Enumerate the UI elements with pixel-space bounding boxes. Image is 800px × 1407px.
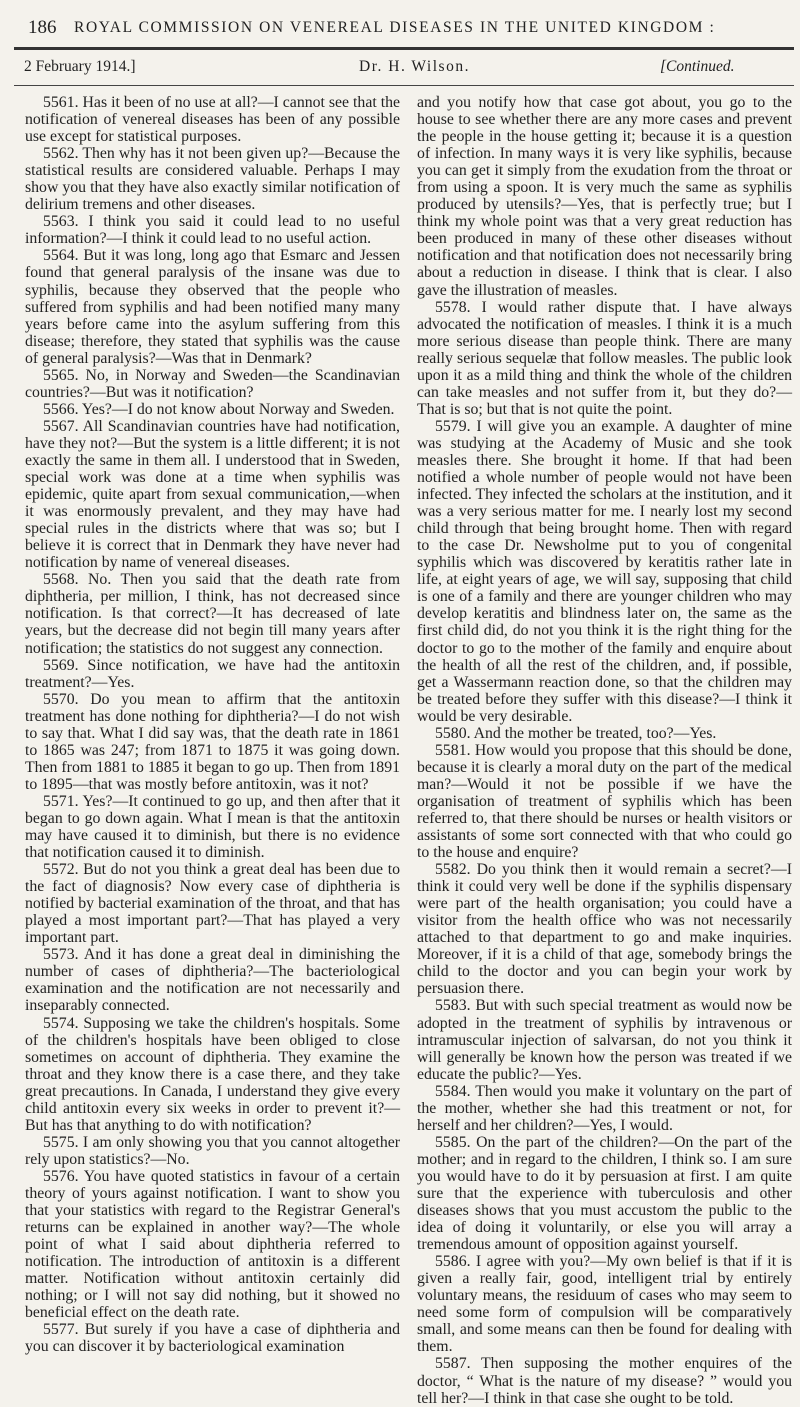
paragraph: 5566. Yes?—I do not know about Norway and Sweden. [43, 400, 395, 418]
paragraph: 5586. I agree with you?—My own belief is that if it is given a really fair, good, intelligent trial by entirely voluntary means, the residuum of cases who may seem to need some form of compulsion will be comparatively small, and some means can then be found for dealing with them. [417, 1253, 792, 1356]
paragraph: 5578. I would rather dispute that. I have always advocated the notification of measles. I think it is a much more serious disease than people think. There are many really serious sequelæ that follow measles. The public look upon it as a mild thing and think the whole of the children can take measles and not suffer from it, but they do?—That is so; but that is not quite the point. [417, 298, 792, 418]
paragraph: 5574. Supposing we take the children's hospitals. Some of the children's hospitals have been obliged to close sometimes on account of diphtheria. They examine the throat and they know there is a case there, and they take great precautions. In Canada, I understand they give every child antitoxin every six weeks in order to prevent it?—But has that anything to do with notification? [25, 1014, 400, 1134]
paragraph: 5563. I think you said it could lead to no useful information?—I think it could lead to no useful action. [25, 213, 400, 248]
paragraph: 5575. I am only showing you that you cannot altogether rely upon statistics?—No. [25, 1133, 400, 1168]
paragraph: 5580. And the mother be treated, too?—Yes. [435, 724, 717, 742]
paragraph: 5568. No. Then you said that the death rate from diphtheria, per million, I think, has not decreased since notification. Is that correct?—It has decreased of late years, but the decrease did not begin till many years after notification; the statistics do not suggest any connection. [25, 571, 400, 657]
paragraph: 5565. No, in Norway and Sweden—the Scandinavian countries?—But was it notification? [25, 366, 400, 401]
paragraph: 5564. But it was long, long ago that Esmarc and Jessen found that general paralysis of the insane was due to syphilis, because they observed that the people who suffered from syphilis and had been notified many many years before came into the asylum suffering from this disease; therefore, they stated that syphilis was the cause of general paralysis?—Was that in Denmark? [25, 247, 400, 367]
running-title: ROYAL COMMISSION ON VENEREAL DISEASES IN THE UNITED KINGDOM : [74, 19, 716, 36]
paragraph: 5562. Then why has it not been given up?—Because the statistical results are considered valuable. Perhaps I may show you that they have also exactly similar notification of delirium tremens and other diseases. [25, 145, 400, 214]
paragraph: 5569. Since notification, we have had the antitoxin treatment?—Yes. [25, 656, 400, 691]
subheader-rule [14, 85, 794, 86]
header-rule [14, 47, 794, 50]
paragraph: 5577. But surely if you have a case of diphtheria and you can discover it by bacteriological examination [25, 1321, 400, 1356]
page-number: 186 [28, 17, 57, 38]
paragraph: 5571. Yes?—It continued to go up, and then after that it began to go down again. What I mean is that the antitoxin may have caused it to diminish, but there is no evidence that notification caused it to diminish. [25, 792, 400, 862]
paragraph: 5582. Do you think then it would remain a secret?—I think it could very well be done if the syphilis dispensary were part of the health organisation; you could have a visitor from the health office who was not necessarily attached to that department to go and make inquiries. Moreover, if it is a child of that age, somebody brings the child to the doctor and you can begin your work by persuasion there. [417, 861, 792, 998]
paragraph: 5585. On the part of the children?—On the part of the mother; and in regard to the children, I think so. I am sure you would have to do it by persuasion at first. I am quite sure that the experience with tuberculosis and other diseases shows that you must accustom the public to the idea of doing it voluntarily, or else you will array a tremendous amount of opposition against yourself. [417, 1133, 792, 1254]
paragraph: 5581. How would you propose that this should be done, because it is clearly a moral duty on the part of the medical man?—Would it not be possible if we have the organisation of treatment of syphilis which has been referred to, that there should be nurses or health visitors or assistants of some sort connected with that who could go to the house and enquire? [417, 741, 792, 862]
running-head [14, 17, 784, 43]
hearing-date: 2 February 1914.] [24, 58, 136, 75]
paragraph: 5572. But do not you think a great deal has been due to the fact of diagnosis? Now every case of diphtheria is notified by bacterial examination of the throat, and that has played a most important part?—That has played a very important part. [25, 861, 400, 947]
witness-name: Dr. H. Wilson. [359, 58, 470, 75]
subheader [14, 58, 794, 82]
paragraph: and you notify how that case got about, you go to the house to see whether there are any more cases and prevent the people in the house getting it; because it is a question of infection. In many ways it is very like syphilis, because you can get it simply from the exudation from the throat or from using a spoon. It is very much the same as syphilis produced by utensils?—Yes, that is perfectly true; but I think my whole point was that a very great reduction has been produced in many of these other diseases without notification and that notification does not necessarily bring about a reduction in disease. I think that is clear. I also gave the illustration of measles. [417, 94, 792, 299]
paragraph: 5576. You have quoted statistics in favour of a certain theory of yours against notification. I want to show you that your statistics with regard to the Registrar General's returns can be explained in another way?—The whole point of what I said about diphtheria referred to notification. The introduction of antitoxin is a different matter. Notification without antitoxin certainly did nothing; or I will not say did nothing, but it showed no beneficial effect on the death rate. [25, 1167, 400, 1322]
paragraph: 5587. Then supposing the mother enquires of the doctor, “ What is the nature of my disease? ” would you tell her?—I think in that case she ought to be told. [417, 1355, 792, 1407]
paragraph: 5561. Has it been of no use at all?—I cannot see that the notification of venereal diseases has been of any possible use except for statistical purposes. [25, 94, 400, 146]
paragraph: 5583. But with such special treatment as would now be adopted in the treatment of syphilis by intravenous or intramuscular injection of salvarsan, do not you think it will generally be known how the person was treated if we educate the public?—Yes. [417, 997, 792, 1083]
right-column [417, 94, 792, 1407]
left-column [25, 94, 400, 1356]
continued-label: [Continued. [660, 58, 735, 75]
paragraph: 5584. Then would you make it voluntary on the part of the mother, whether she had this treatment or not, for herself and her children?—Yes, I would. [417, 1082, 792, 1134]
paragraph: 5573. And it has done a great deal in diminishing the number of cases of diphtheria?—The bacteriological examination and the notification are not necessarily and inseparably connected. [25, 946, 400, 1015]
paragraph: 5567. All Scandinavian countries have had notification, have they not?—But the system is a little different; it is not exactly the same in them all. I understood that in Sweden, special work was done at a time when syphilis was epidemic, quite apart from sexual communication,—when it was enormously prevalent, and they may have had special rules in the districts where that was so; but I believe it is correct that in Denmark they have never had notification by name of venereal diseases. [25, 417, 400, 572]
paragraph: 5570. Do you mean to affirm that the antitoxin treatment has done nothing for diphtheria?—I do not wish to say that. What I did say was, that the death rate in 1861 to 1865 was 247; from 1871 to 1875 it was going down. Then from 1881 to 1885 it began to go up. Then from 1891 to 1895—that was mostly before antitoxin, was it not? [25, 690, 400, 793]
paragraph: 5579. I will give you an example. A daughter of mine was studying at the Academy of Music and she took measles there. She brought it home. If that had been notified a whole number of people would not have been infected. They infected the scholars at the institution, and it was a very serious matter for me. I nearly lost my second child through that being brought home. Then with regard to the case Dr. Newsholme put to you of congenital syphilis which was discovered by keratitis rather late in life, at eight years of age, we will say, supposing that child is one of a family and there are younger children who may develop keratitis and blindness later on, the same as the first child did, do not you think it is the right thing for the doctor to go to the mother of the family and enquire about the health of all the rest of the children, and, if possible, get a Wassermann reaction done, so that the children may be treated before they suffer with this disease?—I think it would be very desirable. [417, 417, 792, 725]
